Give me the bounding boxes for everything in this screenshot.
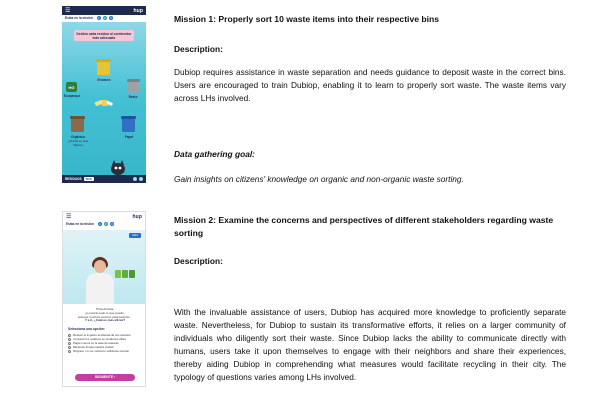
option-label: Convertir los residuos en productos útiles [73,337,127,341]
options-list [68,333,143,353]
radio-button[interactable] [68,350,71,353]
mission1-section [174,13,566,26]
quote-line: aunque muchos vecinos para hacerlo... [77,314,132,319]
option-label: Pagar menos en la tasa de basuras [73,341,119,345]
mission2-description: With the invaluable assistance of users, Dubiop has acquired more knowledge to proficiently separate waste. Nevertheless, for Dubiop to sustain its transformative efforts, it relies on a larger community of individuals who diligently sort their waste. Since Dubiop lacks the ability to communicate directly with humans, users take it upon themselves to engage with their neighbors and share their experiences, thereby aiding Dubiop in comprehending what measures would facilitate recycling in their city. The typology of questions varies among LHs involved. [174,307,566,383]
character-body [86,273,114,304]
mission-progress-bar [63,221,145,227]
radio-button[interactable] [68,342,71,345]
mission-dot-3: 3 [110,222,113,226]
mission2-description-label: Description: [174,256,223,266]
option-label: Mantener limpia nuestra ciudad [73,345,114,349]
quote-question: Y a ti, ¿Cuál es más eficaz? [84,318,126,323]
bin-papel [122,118,135,132]
dubiop-mascot-icon [108,158,128,176]
radio-button[interactable] [68,334,71,337]
bin-papel-label: Papel [124,135,134,139]
menu-icon: ☰ [65,6,71,14]
mission1-title: Mission 1: Properly sort 10 waste items into their respective bins [174,14,440,24]
mission1-goal-label: Data gathering goal: [174,149,255,159]
bin-lid [96,59,111,62]
brand-logo: hup [132,213,142,220]
bin-organico-sublabel: ¿Pincha en este Mascot [67,139,89,147]
ecoparque-label: Ecoparque [63,94,81,98]
radio-button[interactable] [68,346,71,349]
bin-lid [127,79,140,82]
mission2-title: Mission 2: Examine the concerns and perspectives of different stakeholders regarding waste sorting [174,215,554,238]
option-label: Ninguna, no me motiva lo suficiente reciclar [73,349,129,353]
control-button[interactable] [139,177,143,181]
ecoparque-icon: HG [66,82,77,92]
mission1-description: Dubiop requires assistance in waste separation and needs guidance to deposit waste in the correct bins. Users are encouraged to train Dubiop, enabling it to learn to properly sort waste. The waste items vary across LHs involved. [174,67,566,104]
game-instruction: Desliza cada residuo al contenedor más adecuado [74,30,134,41]
bin-envases [97,61,110,75]
quote-line: yo reciclo todo lo que puedo, [85,310,125,315]
bin-resto-label: Resto [128,95,138,99]
menu-icon: ☰ [66,212,72,220]
scene-tag: 2/04 [129,233,141,238]
phone-status-bar [63,212,145,221]
residuos-label: RESIDUOS [65,177,82,181]
green-bin-icon [115,270,121,278]
phone-status-bar [62,6,146,15]
control-button[interactable] [133,177,137,181]
character-head [94,260,106,273]
bin-resto [128,81,139,93]
bin-organico [71,118,84,132]
waste-items-icon [94,98,114,108]
mission2-phone-screenshot [62,211,146,387]
option-label: Reducir el impacto ambiental de los residuos [73,333,131,337]
mission-dot-2: 2 [103,16,106,20]
bin-lid [70,116,85,119]
mission1-phone-screenshot [62,6,146,183]
radio-button[interactable] [68,338,71,341]
options-title: Selecciona una opción: [68,327,105,331]
game-bottom-bar [62,175,146,183]
mission-label: Estás en la misión [66,222,94,226]
scene-bins [115,270,135,278]
mission-dot-2: 2 [104,222,107,226]
next-button[interactable]: SIGUIENTE › [75,374,135,381]
mission1-description-label: Description: [174,44,223,54]
mission-dot-3: 3 [109,16,112,20]
character-scene [63,230,145,304]
green-bin-icon [129,270,135,278]
mission1-goal: Gain insights on citizens' knowledge on organic and non-organic waste sorting. [174,174,464,184]
option-item[interactable] [68,349,143,353]
mission-dot-1: 1 [98,222,101,226]
character-quote [69,308,141,323]
mission-dot-1: 1 [97,16,100,20]
mission-label: Estás en la misión [65,16,93,20]
mission-progress-bar [62,15,146,21]
progress-counter: 5/10 [85,177,92,181]
green-bin-icon [122,270,128,278]
brand-logo: hup [133,7,143,14]
quote-line: Tinta Andrea, [95,307,115,311]
bin-lid [121,116,136,119]
sorting-game-area [62,22,146,175]
bin-envases-label: Envases [97,78,111,82]
bin-organico-label: Orgánico [71,135,85,139]
